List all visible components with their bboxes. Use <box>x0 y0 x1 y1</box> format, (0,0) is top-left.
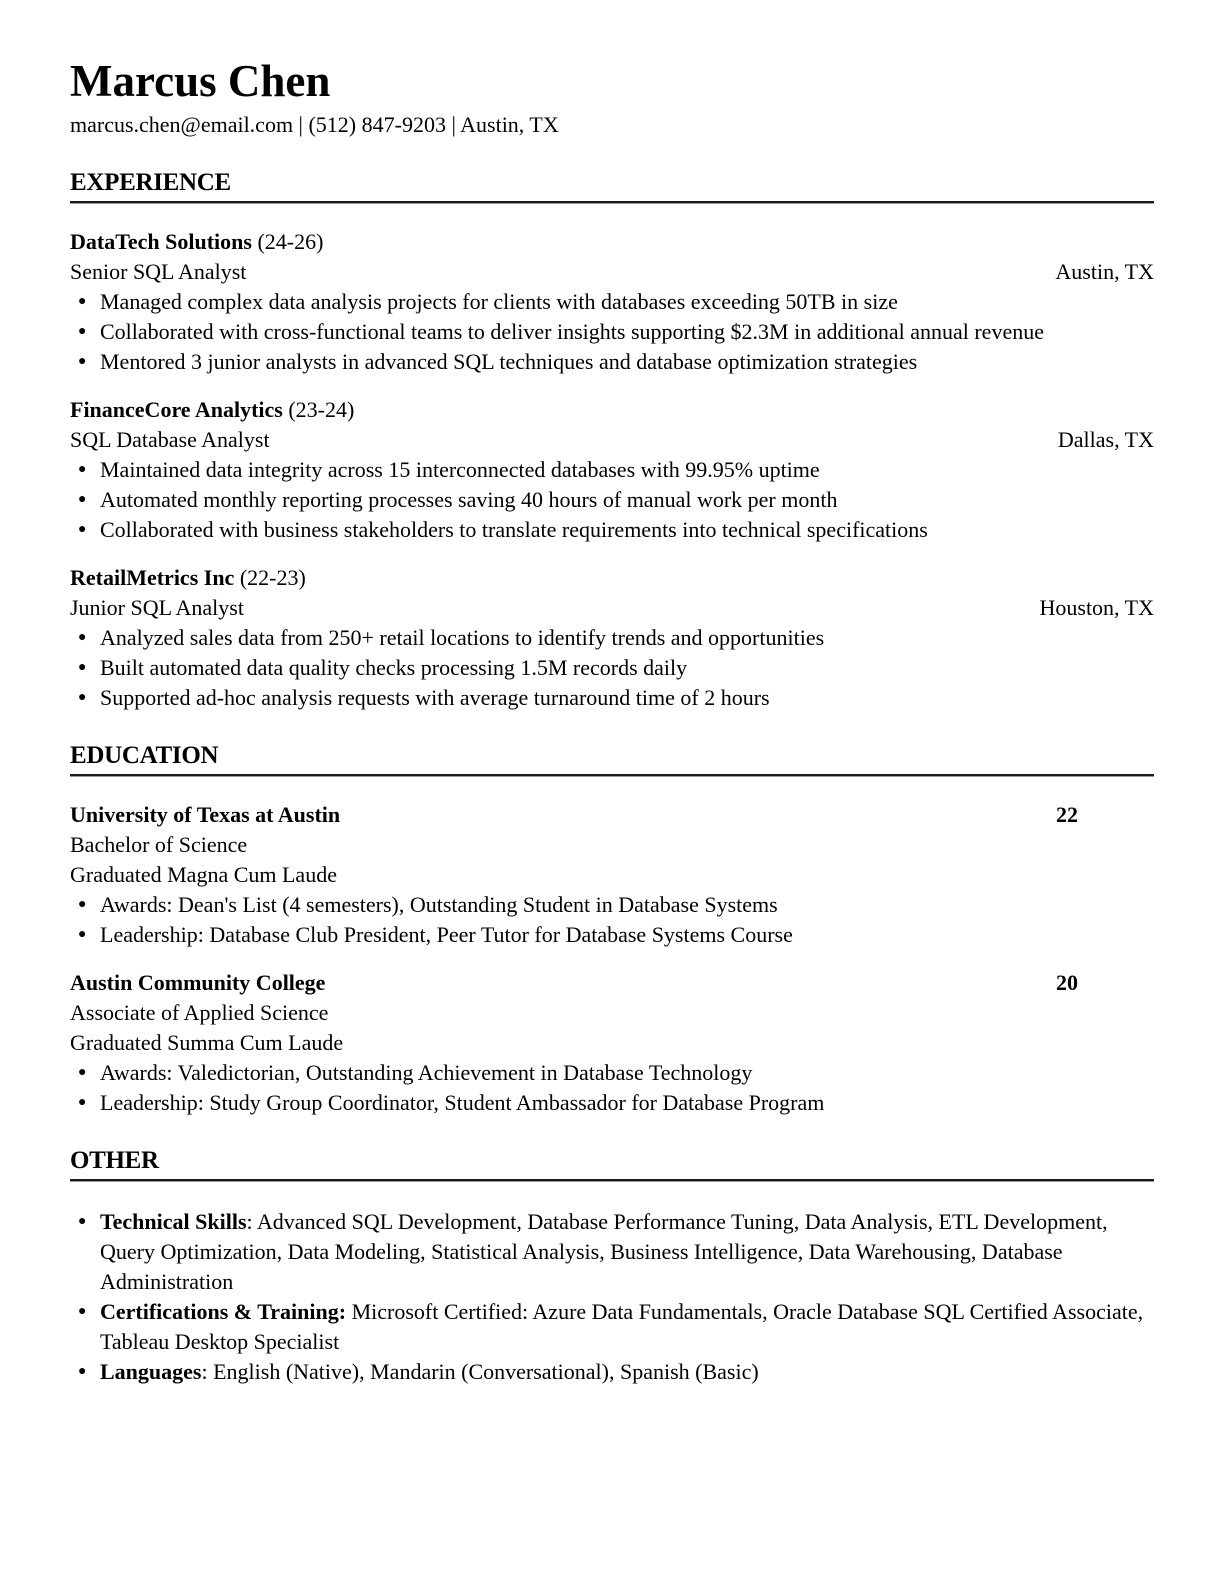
degree: Bachelor of Science <box>70 832 248 857</box>
school-name: Austin Community College <box>70 970 326 995</box>
job-entry <box>70 563 1154 713</box>
section-divider <box>70 201 1154 203</box>
bullet-icon: ● <box>78 927 87 942</box>
bullet-item <box>70 1088 1154 1118</box>
other-value: : English (Native), Mandarin (Conversational), Spanish (Basic) <box>201 1359 759 1384</box>
other-text <box>100 1207 1154 1297</box>
bullet-icon: ● <box>78 1095 87 1110</box>
role-location-row <box>70 257 1154 287</box>
school-entry <box>70 800 1154 950</box>
bullet-item <box>70 890 1154 920</box>
bullet-icon: ● <box>78 324 87 339</box>
person-name: Marcus Chen <box>70 56 331 106</box>
bullet-icon: ● <box>78 294 87 309</box>
bullet-list <box>70 1058 1154 1118</box>
bullet-item <box>70 347 1154 377</box>
bullet-icon: ● <box>78 1065 87 1080</box>
other-label: Languages <box>100 1359 202 1384</box>
bullet-item <box>70 287 1154 317</box>
bullet-icon: ● <box>78 522 87 537</box>
other-value: Microsoft Certified: Azure Data Fundamentals, Oracle Database SQL Certified Associate, Tableau Desktop Specialist <box>100 1299 1144 1354</box>
bullet-text: Maintained data integrity across 15 interconnected databases with 99.95% uptime <box>100 457 820 482</box>
section-other <box>70 1146 1154 1387</box>
job-location: Houston, TX <box>1039 595 1154 620</box>
bullet-item <box>70 920 1154 950</box>
other-label: Certifications & Training: <box>100 1299 347 1324</box>
contact-line: marcus.chen@email.com | (512) 847-9203 | Austin, TX <box>70 112 559 137</box>
company-line <box>70 395 1154 425</box>
bullet-icon: ● <box>78 492 87 507</box>
school-year-row <box>70 800 1154 830</box>
bullet-item <box>70 1058 1154 1088</box>
other-value: : Advanced SQL Development, Database Performance Tuning, Data Analysis, ETL Development, Query Optimization, Data Modeling, Statistical Analysis, Business Intelligence, Data Warehousing, Database Administration <box>100 1209 1108 1294</box>
bullet-text: Awards: Dean's List (4 semesters), Outstanding Student in Database Systems <box>100 892 778 917</box>
bullet-item <box>70 623 1154 653</box>
job-entry <box>70 395 1154 545</box>
other-text <box>100 1297 1154 1357</box>
bullet-list <box>70 287 1154 377</box>
section-title-experience: EXPERIENCE <box>70 169 231 196</box>
bullet-text: Leadership: Database Club President, Peer Tutor for Database Systems Course <box>100 922 793 947</box>
company-line <box>70 563 1154 593</box>
section-divider <box>70 774 1154 776</box>
other-item <box>70 1357 1154 1387</box>
bullet-icon: ● <box>78 690 87 705</box>
bullet-text: Analyzed sales data from 250+ retail locations to identify trends and opportunities <box>100 625 825 650</box>
bullet-icon: ● <box>78 1214 87 1229</box>
section-title-education: EDUCATION <box>70 742 219 769</box>
bullet-text: Built automated data quality checks processing 1.5M records daily <box>100 655 688 680</box>
other-label: Technical Skills <box>100 1209 247 1234</box>
company-name: DataTech Solutions <box>70 229 252 254</box>
job-dates: (23-24) <box>288 397 355 422</box>
bullet-text: Collaborated with cross-functional teams to deliver insights supporting $2.3M in additional annual revenue <box>100 319 1044 344</box>
bullet-item <box>70 515 1154 545</box>
bullet-icon: ● <box>78 1364 87 1379</box>
job-location: Dallas, TX <box>1057 427 1154 452</box>
bullet-item <box>70 455 1154 485</box>
role-location-row <box>70 593 1154 623</box>
company-name: FinanceCore Analytics <box>70 397 283 422</box>
section-education <box>70 741 1154 1118</box>
section-experience <box>70 168 1154 713</box>
school-year-row <box>70 968 1154 998</box>
bullet-icon: ● <box>78 462 87 477</box>
section-title-other: OTHER <box>70 1147 159 1174</box>
bullet-text: Automated monthly reporting processes saving 40 hours of manual work per month <box>100 487 838 512</box>
job-role: Junior SQL Analyst <box>70 595 244 620</box>
bullet-list <box>70 890 1154 950</box>
company-line <box>70 227 1154 257</box>
section-divider <box>70 1179 1154 1181</box>
bullet-item <box>70 317 1154 347</box>
role-location-row <box>70 425 1154 455</box>
school-entry <box>70 968 1154 1118</box>
bullet-text: Awards: Valedictorian, Outstanding Achievement in Database Technology <box>100 1060 753 1085</box>
graduation-year: 20 <box>1056 970 1078 995</box>
bullet-item <box>70 485 1154 515</box>
company-name: RetailMetrics Inc <box>70 565 235 590</box>
bullet-text: Leadership: Study Group Coordinator, Student Ambassador for Database Program <box>100 1090 825 1115</box>
bullet-list <box>70 623 1154 713</box>
job-location: Austin, TX <box>1055 259 1154 284</box>
other-list <box>70 1207 1154 1387</box>
other-item <box>70 1207 1154 1297</box>
degree: Associate of Applied Science <box>70 1000 329 1025</box>
bullet-icon: ● <box>78 660 87 675</box>
job-dates: (22-23) <box>239 565 306 590</box>
bullet-icon: ● <box>78 354 87 369</box>
honors: Graduated Summa Cum Laude <box>70 1030 344 1055</box>
bullet-icon: ● <box>78 897 87 912</box>
bullet-text: Mentored 3 junior analysts in advanced SQL techniques and database optimization strategies <box>100 349 918 374</box>
job-entry <box>70 227 1154 377</box>
bullet-item <box>70 683 1154 713</box>
other-item <box>70 1297 1154 1357</box>
school-name: University of Texas at Austin <box>70 802 341 827</box>
bullet-item <box>70 653 1154 683</box>
honors: Graduated Magna Cum Laude <box>70 862 337 887</box>
other-text <box>100 1357 1154 1387</box>
bullet-icon: ● <box>78 1304 87 1319</box>
bullet-icon: ● <box>78 630 87 645</box>
job-role: SQL Database Analyst <box>70 427 270 452</box>
bullet-list <box>70 455 1154 545</box>
bullet-text: Managed complex data analysis projects for clients with databases exceeding 50TB in size <box>100 289 898 314</box>
job-dates: (24-26) <box>257 229 324 254</box>
bullet-text: Supported ad-hoc analysis requests with average turnaround time of 2 hours <box>100 685 770 710</box>
job-role: Senior SQL Analyst <box>70 259 247 284</box>
graduation-year: 22 <box>1056 802 1078 827</box>
bullet-text: Collaborated with business stakeholders to translate requirements into technical specifications <box>100 517 928 542</box>
